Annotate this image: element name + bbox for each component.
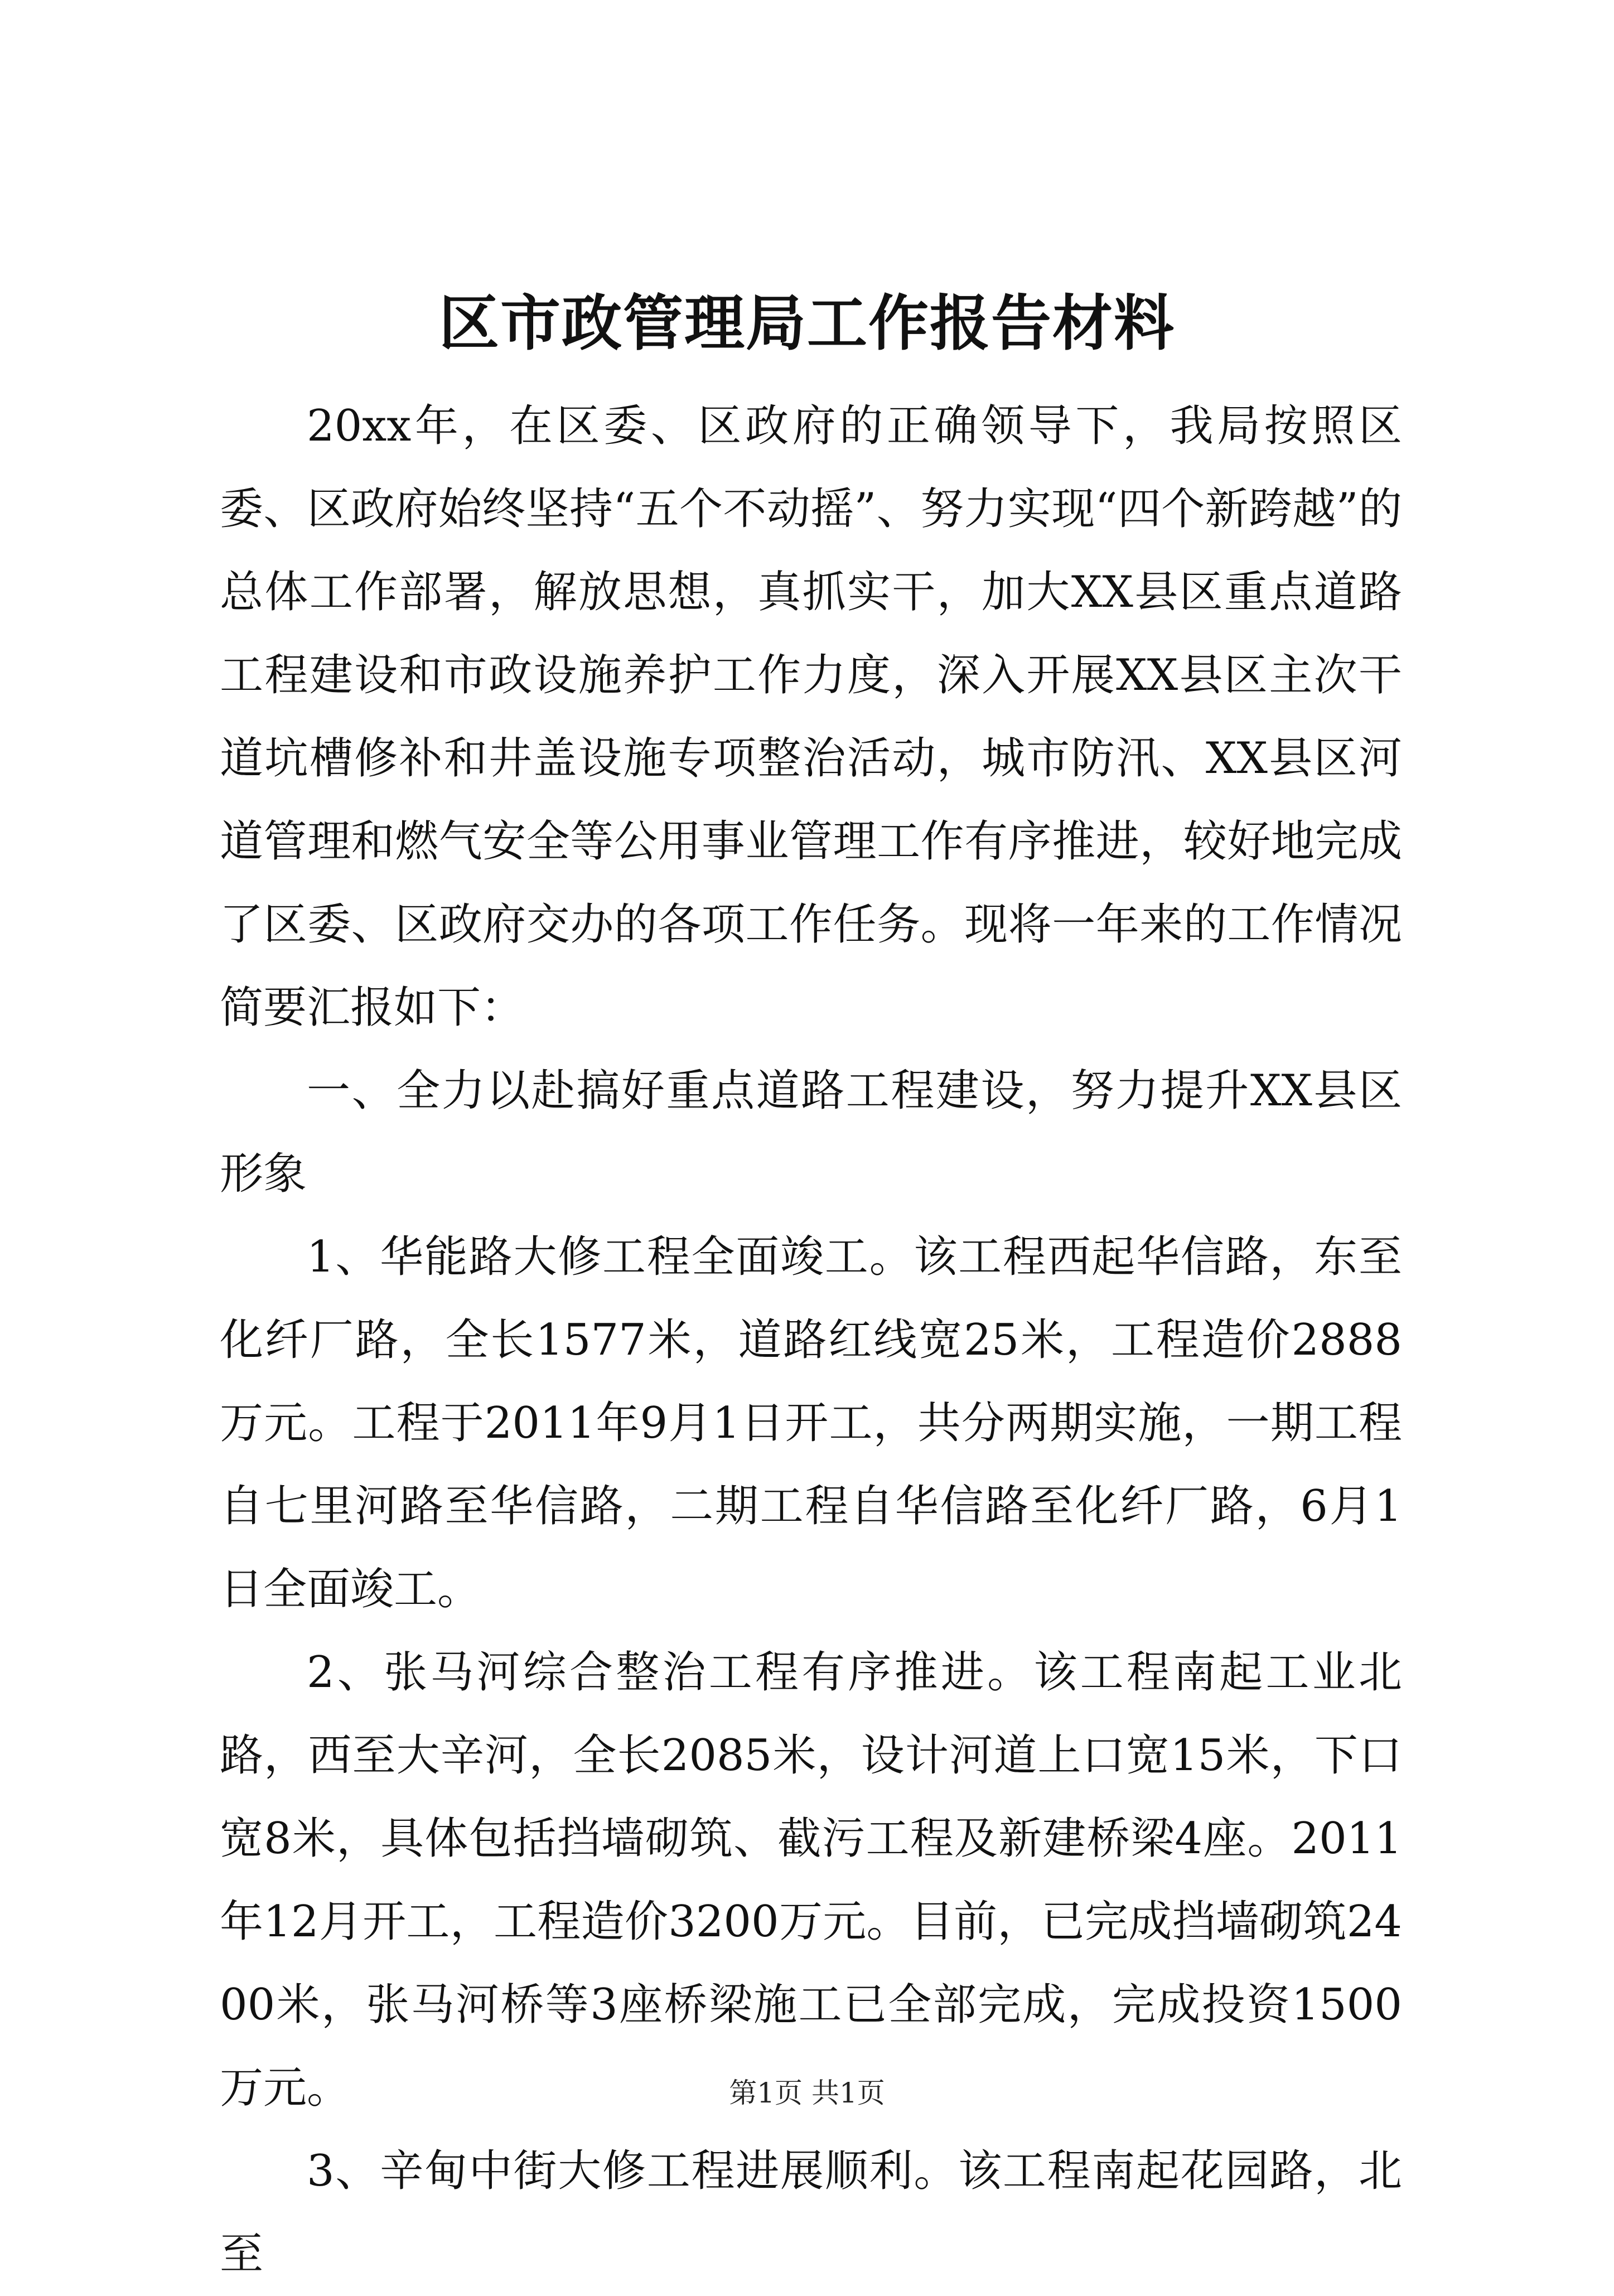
paragraph-item-3: 3、辛甸中街大修工程进展顺利。该工程南起花园路，北至: [220, 2146, 1402, 2279]
document-title: 区市政管理局工作报告材料: [438, 288, 1175, 359]
document-body: [220, 385, 1402, 2296]
paragraph-intro: 20xx年，在区委、区政府的正确领导下，我局按照区委、区政府始终坚持“五个不动摇”、努力实现“四个新跨越”的总体工作部署，解放思想，真抓实干，加大XX县区重点道路工程建设和市政设施养护工作力度，深入开展XX县区主次干道坑槽修补和井盖设施专项整治活动，城市防汛、XX县区河道管理和燃气安全等公用事业管理工作有序推进，较好地完成了区委、区政府交办的各项工作任务。现将一年来的工作情况简要汇报如下：: [220, 401, 1402, 1033]
paragraph-item-2: 2、张马河综合整治工程有序推进。该工程南起工业北路，西至大辛河，全长2085米，设计河道上口宽15米，下口宽8米，具体包括挡墙砌筑、截污工程及新建桥梁4座。2011年12月开工，工程造价3200万元。目前，已完成挡墙砌筑2400米，张马河桥等3座桥梁施工已全部完成，完成投资1500万元。: [220, 1647, 1402, 2113]
paragraph-item-1: 1、华能路大修工程全面竣工。该工程西起华信路，东至化纤厂路，全长1577米，道路红线宽25米，工程造价2888万元。工程于2011年9月1日开工，共分两期实施，一期工程自七里河路至华信路，二期工程自华信路至化纤厂路，6月1日全面竣工。: [220, 1232, 1402, 1615]
section-heading-1: 一、全力以赴搞好重点道路工程建设，努力提升XX县区形象: [220, 1066, 1402, 1199]
page-number-label: 第1页 共1页: [729, 2077, 885, 2109]
page-footer: [0, 2073, 1614, 2113]
